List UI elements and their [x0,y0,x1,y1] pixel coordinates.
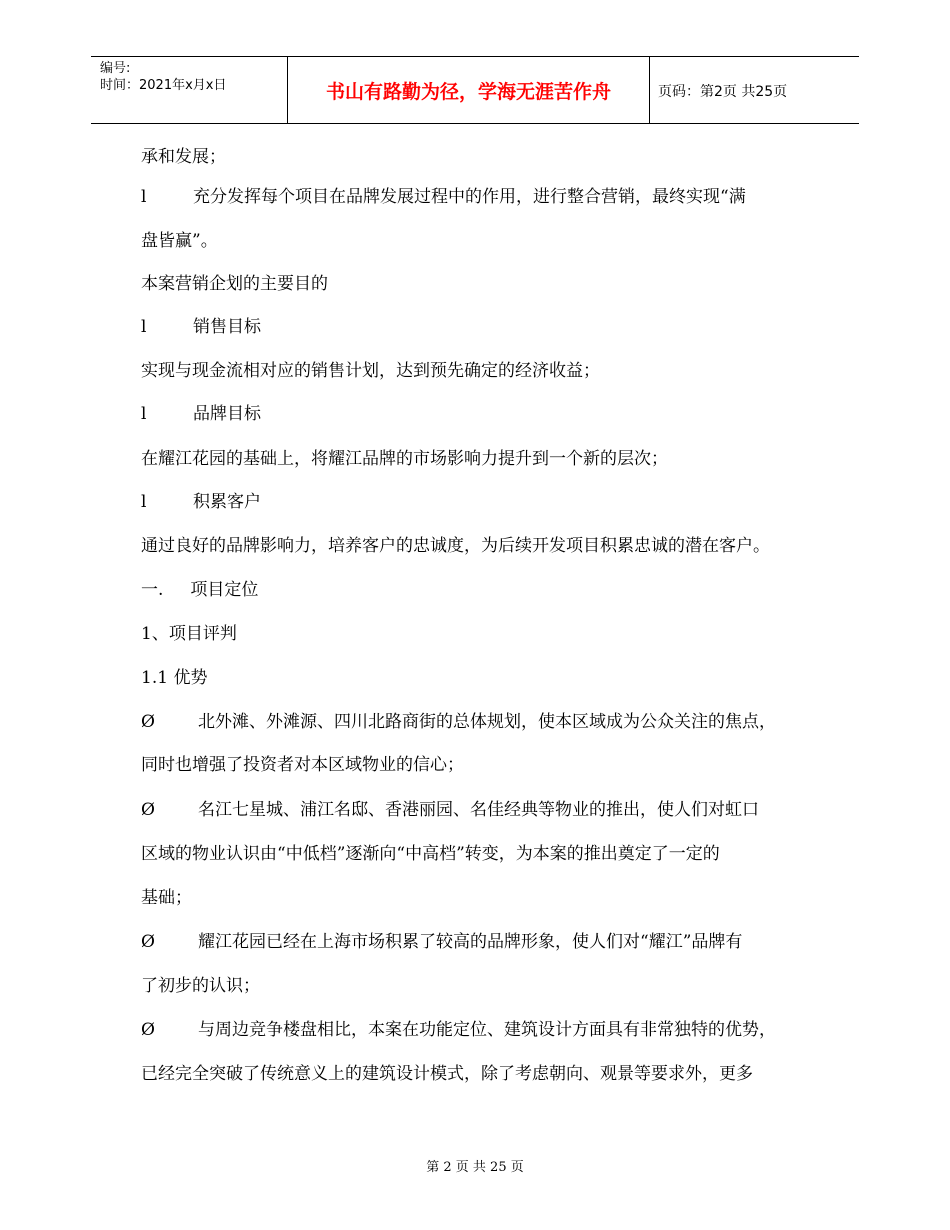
bullet-marker: Ø [141,932,155,952]
bullet-text: 与周边竞争楼盘相比，本案在功能定位、建筑设计方面具有非常独特的优势， [198,1020,776,1040]
paragraph: 通过良好的品牌影响力，培养客户的忠诚度，为后续开发项目积累忠诚的潜在客户。 [141,536,770,556]
bullet-text: 品牌目标 [193,404,261,424]
paragraph: 承和发展； [141,147,226,167]
bullet-marker: l [141,492,147,512]
paragraph: 实现与现金流相对应的销售计划，达到预先确定的经济收益； [141,361,600,381]
paragraph-continuation: 已经完全突破了传统意义上的建筑设计模式，除了考虑朝向、观景等要求外，更多 [141,1064,753,1084]
bullet-text: 积累客户 [193,492,261,512]
paragraph-continuation: 区域的物业认识由“中低档”逐渐向“中高档”转变，为本案的推出奠定了一定的 [141,844,720,864]
bullet-text: 北外滩、外滩源、四川北路商街的总体规划，使本区域成为公众关注的焦点， [198,712,776,732]
bullet-text: 耀江花园已经在上海市场积累了较高的品牌形象，使人们对“耀江”品牌有 [198,932,743,952]
bullet-marker: Ø [141,1020,155,1040]
number-label: 编号: [100,61,131,76]
bullet-item [141,186,746,208]
header-page-info: 页码：第2页 共25页 [658,84,788,100]
header-meta [100,60,226,94]
bullet-item [141,711,776,733]
header-divider [649,57,650,123]
bullet-marker: l [141,317,147,337]
time-label: 时间：2021年x月x日 [100,78,227,93]
paragraph-continuation: 盘皆赢”。 [141,231,218,251]
bullet-text: 充分发挥每个项目在品牌发展过程中的作用，进行整合营销，最终实现“满 [193,187,746,207]
paragraph: 在耀江花园的基础上，将耀江品牌的市场影响力提升到一个新的层次； [141,449,668,469]
section-heading: 一. 项目定位 [141,580,259,600]
paragraph: 本案营销企划的主要目的 [141,274,328,294]
page-footer: 第 2 页 共 25 页 [426,1160,524,1175]
bullet-marker: l [141,404,147,424]
page-header [91,56,859,124]
bullet-item [141,799,759,821]
bullet-item [141,403,261,425]
paragraph-continuation: 了初步的认识； [141,976,260,996]
bullet-marker: Ø [141,712,155,732]
bullet-marker: Ø [141,800,155,820]
bullet-marker: l [141,187,147,207]
bullet-item [141,1019,776,1041]
bullet-item [141,491,261,513]
paragraph-continuation: 基础； [141,888,192,908]
bullet-text: 名江七星城、浦江名邸、香港丽园、名佳经典等物业的推出，使人们对虹口 [198,800,759,820]
subsection-heading: 1、项目评判 [141,624,237,644]
bullet-item [141,316,261,338]
header-motto: 书山有路勤为径，学海无涯苦作舟 [325,80,611,103]
bullet-text: 销售目标 [193,317,261,337]
subsection-heading: 1.1 优势 [141,668,208,688]
paragraph-continuation: 同时也增强了投资者对本区域物业的信心； [141,755,464,775]
bullet-item [141,931,742,953]
